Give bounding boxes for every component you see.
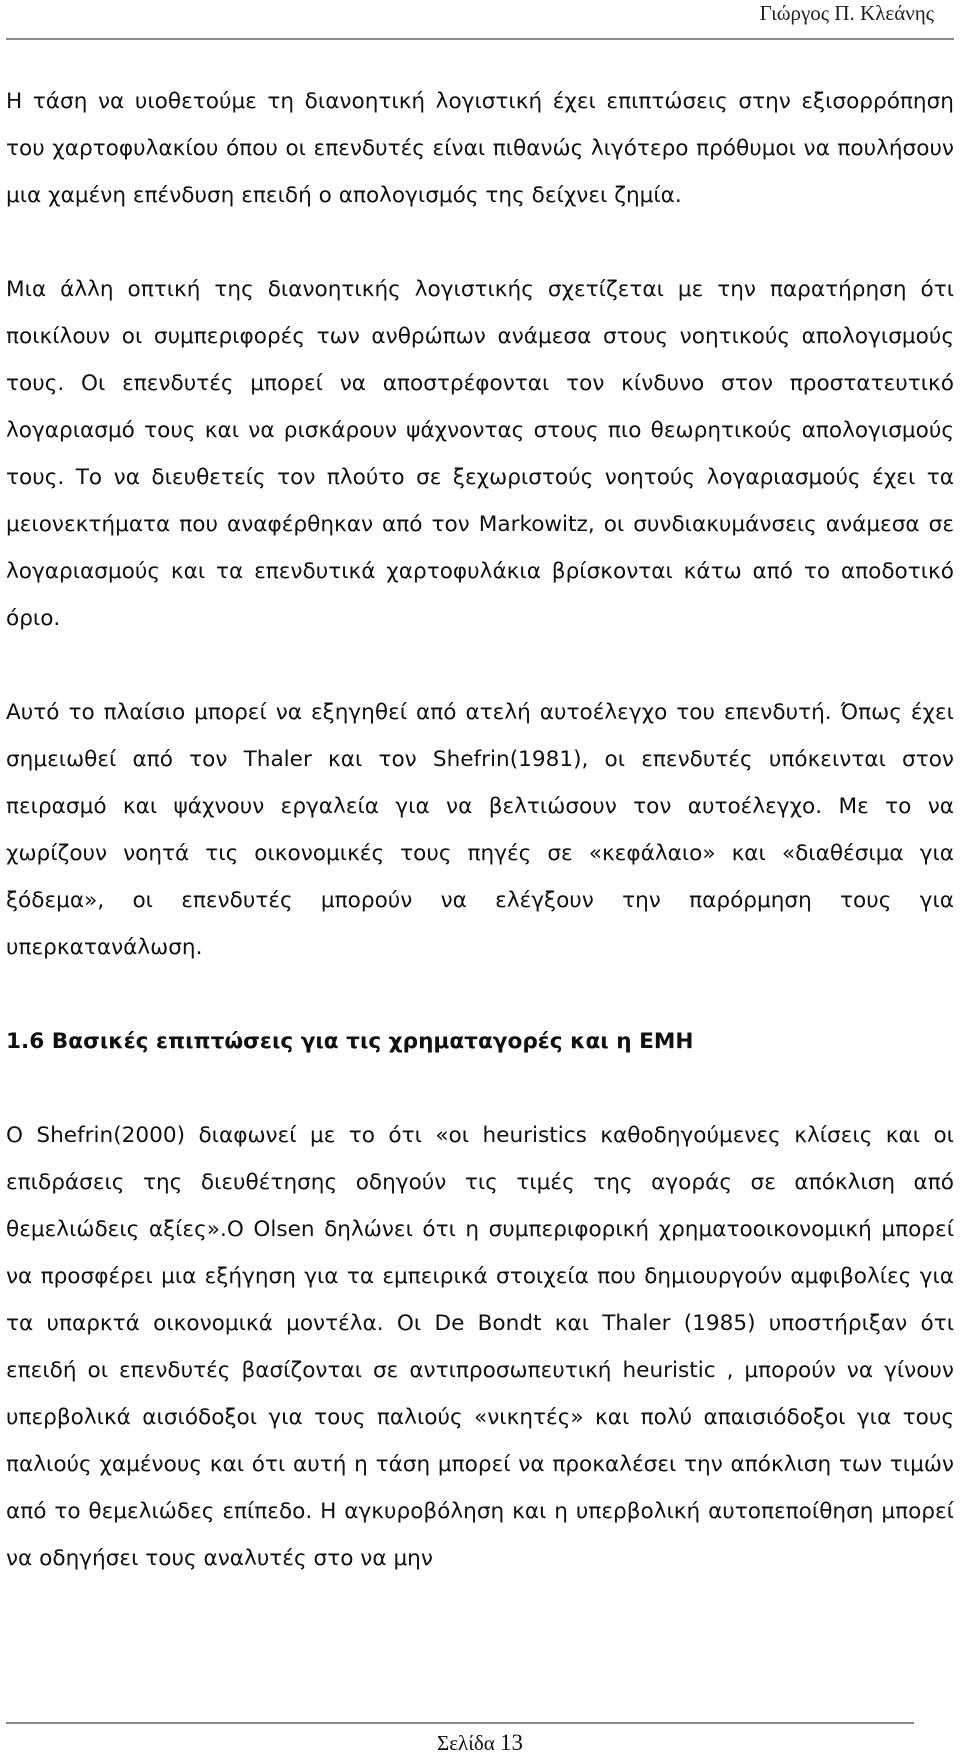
paragraph-self-control: Αυτό το πλαίσιο μπορεί να εξηγηθεί από ατελή αυτοέλεγχο του επενδυτή. Όπως έχει σημειωθεί από τον Thaler και τον Shefrin(1981), οι επενδυτές υπόκεινται στον πειρασμό και ψάχνουν εργαλεία για να βελτιώσουν τον αυτοέλεγχο. Με το να χωρίζουν νοητά τις οικονομικές τους πηγές σε «κεφάλαιο» και «διαθέσιμα για ξόδεμα», οι επενδυτές μπορούν να ελέγξουν την παρόρμηση τους για υπερκατανάλωση. — [6, 700, 954, 960]
paragraph-section-body: Ο Shefrin(2000) διαφωνεί με το ότι «οι heuristics καθοδηγούμενες κλίσεις και οι επιδράσεις της διευθέτησης οδηγούν τις τιμές της αγοράς σε απόκλιση από θεμελιώδεις αξίες».Ο Olsen δηλώνει ότι η συμπεριφορική χρηματοοικονομική μπορεί να προσφέρει μια εξήγηση για τα εμπειρικά στοιχεία που δημιουργούν αμφιβολίες για τα υπαρκτά οικονομικά μοντέλα. Οι De Bondt και Thaler (1985) υποστήριξαν ότι επειδή οι επενδυτές βασίζονται σε αντιπροσωπευτική heuristic , μπορούν να γίνουν υπερβολικά αισιόδοξοι για τους παλιούς «νικητές» και πολύ απαισιόδοξοι για τους παλιούς χαμένους και ότι αυτή η τάση μπορεί να προκαλέσει την απόκλιση των τιμών από το θεμελιώδες επίπεδο. Η αγκυροβόληση και η υπερβολική αυτοπεποίθηση μπορεί να οδηγήσει τους αναλυτές στο να μην — [6, 1123, 954, 1571]
section-heading: 1.6 Βασικές επιπτώσεις για τις χρηματαγορές και η ΕΜΗ — [6, 1029, 694, 1054]
page-number-value: 13 — [500, 1730, 524, 1755]
footer-rule — [6, 1722, 914, 1724]
page-label: Σελίδα — [436, 1731, 495, 1755]
paragraph-spacer — [6, 642, 954, 689]
page-number — [0, 1730, 960, 1756]
paragraph-spacer — [6, 971, 954, 1018]
document-body — [6, 78, 954, 1582]
paragraph-spacer — [6, 1065, 954, 1112]
paragraph-spacer — [6, 219, 954, 266]
running-footer — [0, 1718, 960, 1761]
paragraph-mental-accounting-rebalancing: Η τάση να υιοθετούμε τη διανοητική λογιστική έχει επιπτώσεις στην εξισορρόπηση του χαρτοφυλακίου όπου οι επενδυτές είναι πιθανώς λιγότερο πρόθυμοι να πουλήσουν μια χαμένη επένδυση επειδή ο απολογισμός της δείχνει ζημία. — [6, 89, 954, 208]
header-rule — [6, 38, 954, 40]
paragraph-mental-accounting-behaviour: Μια άλλη οπτική της διανοητικής λογιστικής σχετίζεται με την παρατήρηση ότι ποικίλουν οι συμπεριφορές των ανθρώπων ανάμεσα στους νοητικούς απολογισμούς τους. Οι επενδυτές μπορεί να αποστρέφονται τον κίνδυνο στον προστατευτικό λογαριασμό τους και να ρισκάρουν ψάχνοντας στους πιο θεωρητικούς απολογισμούς τους. Το να διευθετείς τον πλούτο σε ξεχωριστούς νοητούς λογαριασμούς έχει τα μειονεκτήματα που αναφέρθηκαν από τον Markowitz, οι συνδιακυμάνσεις ανάμεσα σε λογαριασμούς και τα επενδυτικά χαρτοφυλάκια βρίσκονται κάτω από το αποδοτικό όριο. — [6, 277, 954, 631]
header-author: Γιώργος Π. Κλεάνης — [759, 1, 934, 25]
running-header — [0, 0, 960, 38]
